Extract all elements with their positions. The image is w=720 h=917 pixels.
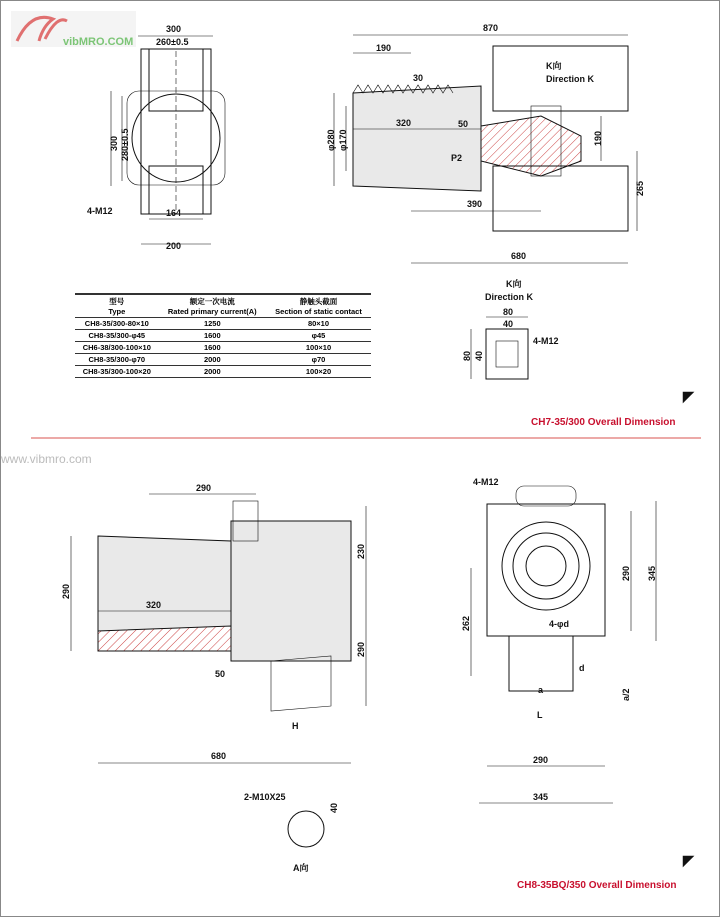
dim-290: 290 — [196, 483, 212, 493]
cell-type: CH8-35/300-φ70 — [75, 354, 159, 366]
label-4-m12: 4-M12 — [533, 336, 559, 346]
logo-text: vibMRO.COM — [63, 36, 134, 48]
cell-current: 2000 — [159, 354, 266, 366]
table-row — [75, 330, 371, 342]
dim-phi280: φ280 — [326, 129, 336, 151]
cell-current: 1250 — [159, 318, 266, 330]
a-view-label: A向 — [293, 863, 309, 873]
header-current: Rated primary current(A) — [167, 307, 257, 316]
section-title-ch8: CH8-35BQ/350 Overall Dimension — [517, 880, 677, 891]
dim-390: 390 — [467, 199, 483, 209]
arrow-icon: ◤ — [683, 852, 694, 868]
section-title-ch7: CH7-35/300 Overall Dimension — [531, 417, 676, 428]
table-row — [75, 366, 371, 378]
dim-870: 870 — [483, 23, 499, 33]
dim-40: 40 — [329, 802, 339, 813]
header-contact-cn: 静触头截面 — [299, 297, 338, 306]
dim-320: 320 — [396, 118, 412, 128]
arrow-icon: ◤ — [683, 388, 694, 404]
dim-290: 290 — [533, 755, 549, 765]
dim-262: 262 — [461, 615, 471, 631]
dim-265: 265 — [635, 180, 645, 196]
watermark: www.vibmro.com — [1, 452, 92, 466]
table-row — [75, 354, 371, 366]
table-row — [75, 318, 371, 330]
cell-type: CH6-38/300-100×10 — [75, 342, 159, 354]
dim-680: 680 — [511, 251, 527, 261]
dim-680: 680 — [211, 751, 227, 761]
spec-table — [75, 293, 371, 378]
logo — [11, 11, 136, 48]
k-view — [462, 278, 559, 379]
label-p2: P2 — [451, 153, 463, 163]
dim-345-vertical: 345 — [647, 565, 657, 581]
k-direction-en: Direction K — [546, 74, 595, 84]
k-view-title-cn: K向 — [506, 279, 522, 289]
bottom-right-view — [461, 477, 657, 803]
dim-a: a — [538, 685, 544, 695]
dim-190: 190 — [376, 43, 392, 53]
dim-290-lower: 290 — [356, 641, 366, 657]
dim-230: 230 — [356, 543, 366, 559]
cell-type: CH8-35/300-100×20 — [75, 366, 159, 378]
dim-l: L — [537, 710, 543, 720]
header-type: Type — [108, 307, 126, 316]
cell-contact: φ70 — [266, 354, 371, 366]
dim-190-vertical: 190 — [593, 130, 603, 146]
dim-50: 50 — [215, 669, 226, 679]
dim-290-vertical: 290 — [61, 583, 71, 599]
dim-345: 345 — [533, 792, 549, 802]
cell-contact: 100×20 — [266, 366, 371, 378]
dim-290-vertical: 290 — [621, 565, 631, 581]
top-right-view — [326, 23, 645, 263]
cell-type: CH8-35/300-80×10 — [75, 318, 159, 330]
dim-d: d — [579, 663, 585, 673]
dim-30: 30 — [413, 73, 424, 83]
top-left-view — [87, 24, 225, 251]
dim-80-vertical: 80 — [462, 350, 472, 361]
cell-current: 1600 — [159, 342, 266, 354]
dim-320: 320 — [146, 600, 162, 610]
dim-300: 300 — [166, 24, 182, 34]
dim-phi170: φ170 — [338, 129, 348, 151]
cell-contact: 100×10 — [266, 342, 371, 354]
label-2-m10x25: 2-M10X25 — [244, 792, 286, 802]
dim-a-half: a/2 — [621, 688, 631, 701]
cell-contact: φ45 — [266, 330, 371, 342]
dim-200: 200 — [166, 241, 182, 251]
dim-40: 40 — [503, 319, 514, 329]
label-4-phi-d: 4-φd — [549, 619, 569, 629]
dim-280: 280±0.5 — [120, 128, 130, 161]
dim-40-vertical: 40 — [474, 350, 484, 361]
dim-50: 50 — [458, 119, 469, 129]
dim-300-vertical: 300 — [109, 135, 119, 151]
dim-80: 80 — [503, 307, 514, 317]
label-4-m12: 4-M12 — [87, 206, 113, 216]
bottom-left-view — [61, 483, 366, 873]
technical-drawing — [1, 1, 720, 917]
k-direction-cn: K向 — [546, 61, 562, 71]
cell-current: 1600 — [159, 330, 266, 342]
cell-contact: 80×10 — [266, 318, 371, 330]
header-type-cn: 型号 — [109, 297, 125, 306]
table-row — [75, 342, 371, 354]
header-contact: Section of static contact — [275, 307, 362, 316]
dim-h: H — [292, 721, 299, 731]
cell-type: CH8-35/300-φ45 — [75, 330, 159, 342]
dim-164: 164 — [166, 208, 182, 218]
header-current-cn: 额定一次电流 — [189, 297, 235, 306]
label-4-m12: 4-M12 — [473, 477, 499, 487]
dim-260: 260±0.5 — [156, 37, 189, 47]
k-view-title-en: Direction K — [485, 292, 534, 302]
cell-current: 2000 — [159, 366, 266, 378]
